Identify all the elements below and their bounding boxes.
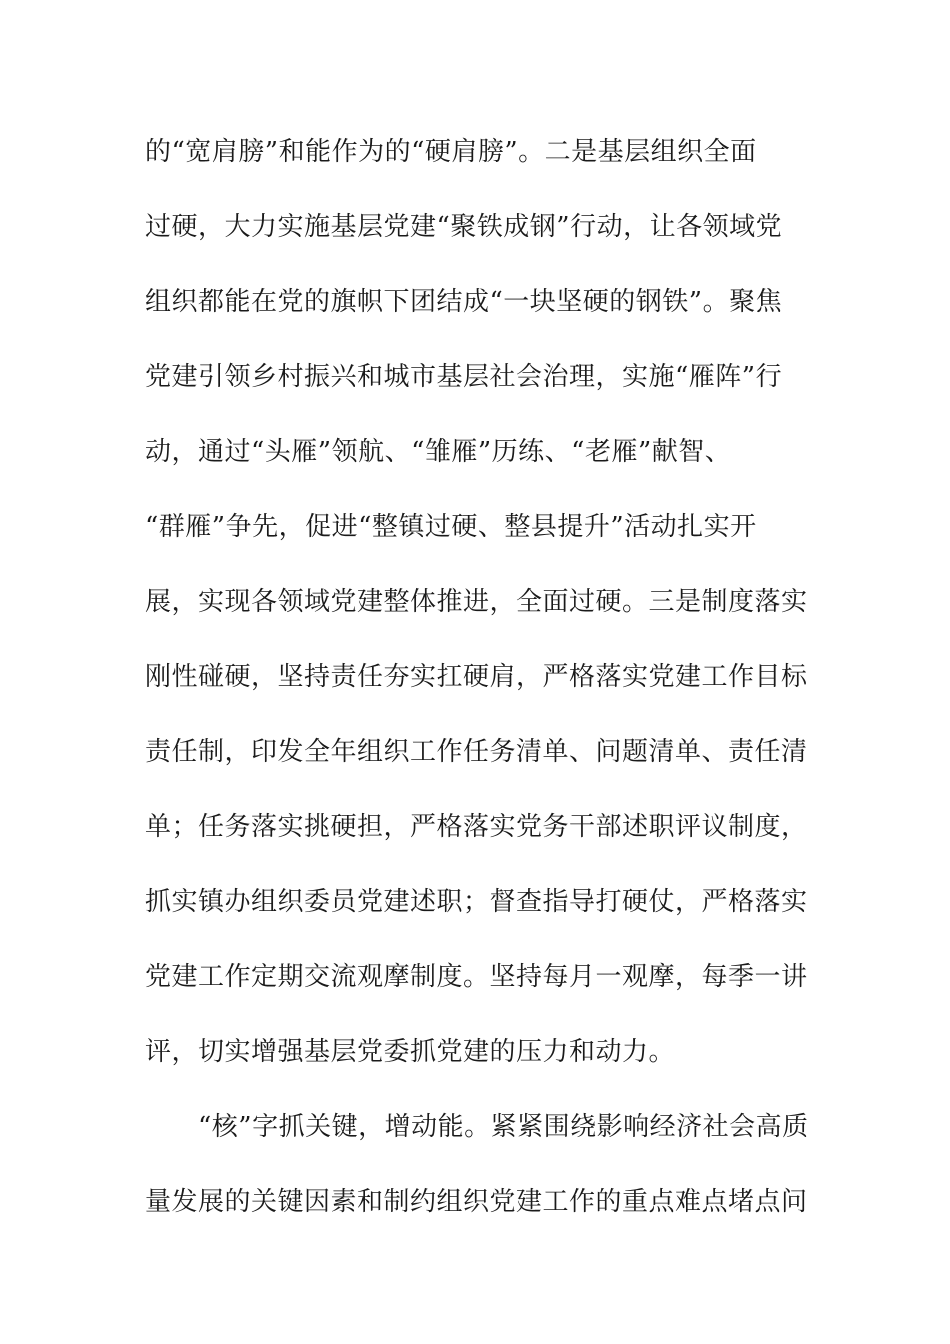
text-line: 单；任务落实挑硬担，严格落实党务干部述职评议制度， (145, 812, 808, 842)
text-line: 责任制，印发全年组织工作任务清单、问题清单、责任清 (145, 737, 808, 767)
text-line: 党建工作定期交流观摩制度。坚持每月一观摩，每季一讲 (145, 962, 808, 992)
text-line: “群雁”争先，促进“整镇过硬、整县提升”活动扎实开 (145, 512, 757, 542)
text-line: “核”字抓关键，增动能。紧紧围绕影响经济社会高质 (145, 1112, 809, 1142)
text-line: 动，通过“头雁”领航、“雏雁”历练、“老雁”献智、 (145, 437, 732, 467)
text-line: 评，切实增强基层党委抓党建的压力和动力。 (145, 1037, 676, 1067)
text-line: 展，实现各领域党建整体推进，全面过硬。三是制度落实 (145, 587, 808, 617)
text-line: 组织都能在党的旗帜下团结成“一块坚硬的钢铁”。聚焦 (145, 287, 783, 317)
text-line: 过硬，大力实施基层党建“聚铁成钢”行动，让各领域党 (145, 212, 783, 242)
text-line: 量发展的关键因素和制约组织党建工作的重点难点堵点问 (145, 1187, 808, 1217)
text-line: 党建引领乡村振兴和城市基层社会治理，实施“雁阵”行 (145, 362, 783, 392)
text-line: 抓实镇办组织委员党建述职；督查指导打硬仗，严格落实 (145, 887, 808, 917)
text-line: 刚性碰硬，坚持责任夯实扛硬肩，严格落实党建工作目标 (145, 662, 808, 692)
body-text (145, 127, 815, 1252)
text-line: 的“宽肩膀”和能作为的“硬肩膀”。二是基层组织全面 (145, 137, 757, 167)
